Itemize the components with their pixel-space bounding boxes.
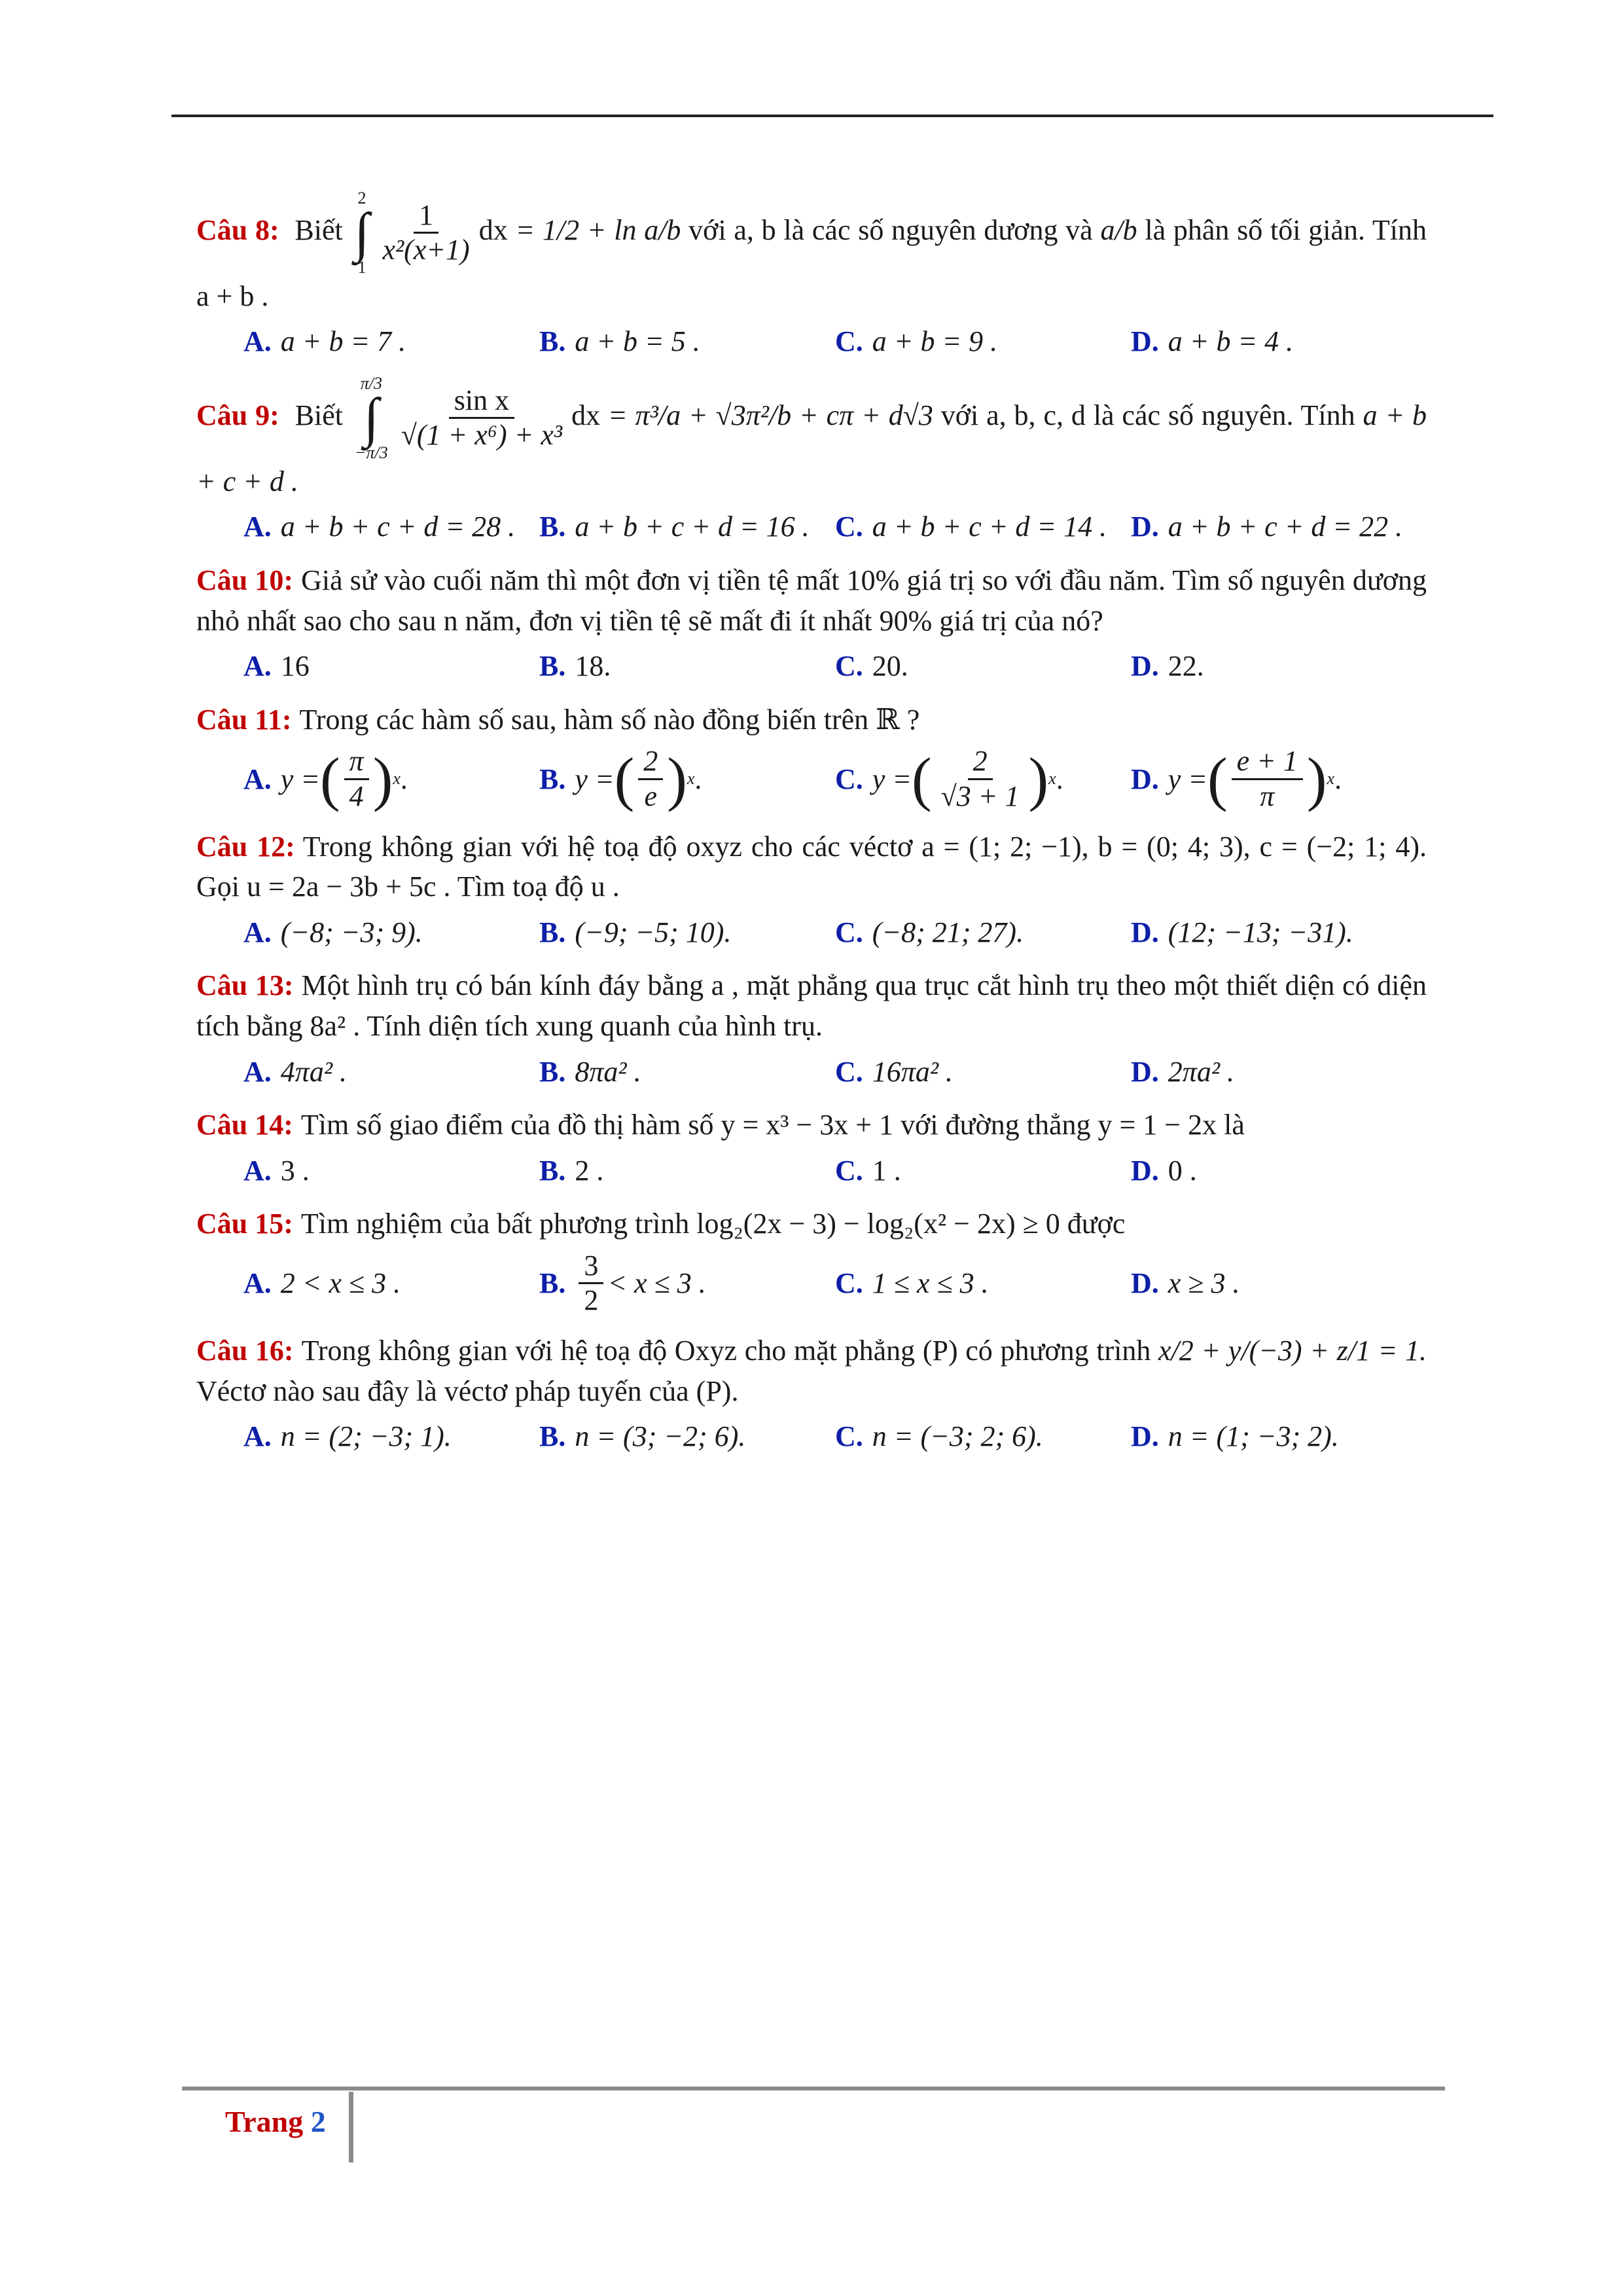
- option-b[interactable]: [539, 1151, 835, 1191]
- dx: dx: [571, 399, 601, 431]
- question-15: [196, 1204, 1427, 1318]
- options: [243, 507, 1427, 547]
- option-text: n = (3; −2; 6).: [575, 1420, 746, 1453]
- option-den: π: [1260, 780, 1275, 812]
- option-letter: B.: [539, 762, 566, 795]
- option-text: 2 < x ≤ 3 .: [280, 1267, 401, 1300]
- option-letter: D.: [1131, 1420, 1159, 1453]
- options: [243, 912, 1427, 953]
- option-letter: D.: [1131, 916, 1159, 948]
- option-c[interactable]: [835, 912, 1131, 953]
- question-8-label: Câu 8:: [196, 213, 279, 246]
- question-16: [196, 1331, 1427, 1457]
- integral-sign: π/3 ∫ −π/3: [354, 373, 388, 462]
- options: [243, 1249, 1427, 1318]
- question-8: [196, 190, 1427, 362]
- stem-text: với a, b, c, d là các số nguyên. Tính: [940, 399, 1355, 431]
- question-13-stem: [196, 965, 1427, 1046]
- option-c[interactable]: [835, 1416, 1131, 1457]
- question-16-stem: [196, 1331, 1427, 1411]
- options: [243, 1151, 1427, 1191]
- option-letter: D.: [1131, 650, 1159, 683]
- integral-upper: 2: [357, 188, 366, 207]
- option-c[interactable]: [835, 321, 1131, 362]
- option-den: √3 + 1: [940, 780, 1020, 812]
- option-text: n = (2; −3; 1).: [280, 1420, 452, 1453]
- option-letter: D.: [1131, 1267, 1159, 1300]
- integrand: [396, 384, 567, 452]
- option-text: x ≥ 3 .: [1168, 1267, 1240, 1300]
- stem-text: a + b + c + d .: [196, 399, 1427, 497]
- integrand-den: √(1 + x⁶) + x³: [401, 419, 563, 452]
- question-9-stem: [196, 375, 1427, 501]
- question-9-label: Câu 9:: [196, 399, 279, 431]
- question-8-stem: [196, 190, 1427, 316]
- option-letter: C.: [835, 762, 863, 795]
- integrand: [377, 199, 474, 267]
- option-text: 8πa² .: [575, 1055, 641, 1088]
- option-letter: C.: [835, 511, 863, 543]
- question-14: [196, 1105, 1427, 1191]
- option-letter: A.: [243, 1267, 272, 1300]
- footer-rule: [182, 2087, 1445, 2090]
- option-letter: C.: [835, 1420, 863, 1453]
- option-letter: D.: [1131, 1154, 1159, 1187]
- base-fraction: [936, 745, 1025, 813]
- integrand-num: 1: [414, 199, 438, 234]
- page-number: 2: [310, 2105, 326, 2138]
- option-letter: B.: [539, 650, 566, 683]
- stem-text: Tìm nghiệm của bất phương trình log₂(2x − 3) − log₂(x² − 2x) ≥ 0 được: [300, 1208, 1126, 1240]
- question-15-stem: [196, 1204, 1427, 1244]
- option-text: (12; −13; −31).: [1168, 916, 1353, 948]
- option-letter: A.: [243, 1420, 272, 1453]
- question-16-label: Câu 16:: [196, 1335, 294, 1367]
- stem-text: Một hình trụ có bán kính đáy bằng a , mặt phẳng qua trục cắt hình trụ theo một thiết diện có diện tích bằng 8a² . Tính diện tích xung quanh của hình trụ.: [196, 969, 1427, 1042]
- integral-lower: −π/3: [354, 442, 388, 462]
- question-12-stem: [196, 827, 1427, 907]
- question-11-label: Câu 11:: [196, 703, 292, 736]
- integrand-den: x²(x+1): [382, 234, 470, 266]
- stem-text: Biết: [294, 399, 344, 431]
- option-text: a + b = 7 .: [280, 325, 406, 358]
- option-text: a + b = 4 .: [1168, 325, 1294, 358]
- option-letter: C.: [835, 1154, 863, 1187]
- option-letter: C.: [835, 1267, 863, 1300]
- option-text: a + b + c + d = 16 .: [575, 511, 810, 543]
- plane-equation: x/2 + y/(−3) + z/1 = 1.: [1158, 1335, 1427, 1367]
- option-text: n = (−3; 2; 6).: [872, 1420, 1043, 1453]
- option-text: 20.: [872, 650, 908, 683]
- question-14-label: Câu 14:: [196, 1109, 293, 1141]
- option-letter: A.: [243, 916, 272, 948]
- stem-text: Giả sử vào cuối năm thì một đơn vị tiền tệ mất 10% giá trị so với đầu năm. Tìm số nguyên dương nhỏ nhất sao cho sau n năm, đơn vị tiền tệ sẽ mất đi ít nhất 90% giá trị của nó?: [196, 564, 1427, 637]
- option-letter: B.: [539, 1420, 566, 1453]
- option-text: a + b + c + d = 28 .: [280, 511, 516, 543]
- option-den: 2: [584, 1284, 599, 1317]
- stem-text: Tìm số giao điểm của đồ thị hàm số y = x³ − 3x + 1 với đường thẳng y = 1 − 2x là: [300, 1109, 1245, 1141]
- option-letter: B.: [539, 511, 566, 543]
- footer-label: Trang: [225, 2105, 304, 2138]
- option-b[interactable]: [539, 321, 835, 362]
- option-d[interactable]: [1131, 1249, 1427, 1318]
- stem-text: Trong các hàm số sau, hàm số nào đồng biến trên ℝ ?: [299, 703, 920, 736]
- question-10: [196, 560, 1427, 687]
- option-b[interactable]: [539, 1052, 835, 1092]
- option-letter: A.: [243, 1154, 272, 1187]
- question-11: [196, 700, 1427, 814]
- integral-sign: 2 ∫ 1: [354, 188, 370, 277]
- question-9: [196, 375, 1427, 547]
- footer-divider: [349, 2092, 353, 2162]
- option-text: 3 .: [280, 1154, 310, 1187]
- question-13: [196, 965, 1427, 1092]
- option-num: 3: [579, 1249, 603, 1285]
- option-a[interactable]: [243, 1052, 539, 1092]
- option-letter: B.: [539, 1154, 566, 1187]
- option-a[interactable]: [243, 912, 539, 953]
- question-14-stem: [196, 1105, 1427, 1145]
- option-a[interactable]: [243, 1416, 539, 1457]
- option-letter: A.: [243, 650, 272, 683]
- option-b[interactable]: [539, 646, 835, 687]
- question-12-label: Câu 12:: [196, 830, 295, 863]
- option-c[interactable]: [835, 1249, 1131, 1318]
- option-b[interactable]: [539, 1249, 835, 1318]
- stem-text: với a, b là các số nguyên dương và: [688, 213, 1093, 246]
- option-text: 1 ≤ x ≤ 3 .: [872, 1267, 989, 1300]
- option-letter: A.: [243, 1055, 272, 1088]
- stem-text: giản. Tính a + b .: [196, 213, 1427, 312]
- option-letter: B.: [539, 1267, 566, 1300]
- question-10-stem: [196, 560, 1427, 641]
- stem-text: Biết: [294, 213, 343, 246]
- option-text: 4πa² .: [280, 1055, 348, 1088]
- option-d[interactable]: [1131, 321, 1427, 362]
- question-12: [196, 827, 1427, 953]
- stem-text: là phân số tối: [1145, 213, 1301, 246]
- option-num: e + 1: [1232, 745, 1303, 780]
- option-d[interactable]: D. y = ( $\frac{e + 1}{\pi}$ ) x .: [1131, 745, 1342, 813]
- base-fraction: [344, 745, 369, 813]
- option-a[interactable]: [243, 1249, 539, 1318]
- option-letter: A.: [243, 762, 272, 795]
- option-text: 18.: [575, 650, 611, 683]
- options: [243, 1416, 1427, 1457]
- option-text: a + b = 5 .: [575, 325, 700, 358]
- option-letter: C.: [835, 916, 863, 948]
- option-a[interactable]: A. y = ( $\frac{\pi}{4}$ ) x .: [243, 745, 408, 813]
- option-text: 2 .: [575, 1154, 604, 1187]
- question-15-label: Câu 15:: [196, 1208, 293, 1240]
- option-letter: C.: [835, 325, 863, 358]
- option-c[interactable]: [835, 1151, 1131, 1191]
- option-letter: A.: [243, 325, 272, 358]
- option-text: (−8; 21; 27).: [872, 916, 1024, 948]
- header-rule: [171, 115, 1493, 117]
- question-list: [196, 190, 1427, 1457]
- stem-text: Trong không gian với hệ toạ độ Oxyz cho mặt phẳng (P) có phương trình: [301, 1335, 1151, 1367]
- option-den: e: [644, 780, 657, 812]
- option-text: a + b = 9 .: [872, 325, 998, 358]
- option-letter: A.: [243, 511, 272, 543]
- option-d[interactable]: [1131, 1052, 1427, 1092]
- fraction: [579, 1249, 603, 1318]
- question-13-label: Câu 13:: [196, 969, 294, 1002]
- integral-lower: 1: [357, 257, 366, 277]
- option-b[interactable]: [539, 912, 835, 953]
- option-num: π: [344, 745, 369, 780]
- option-letter: D.: [1131, 325, 1159, 358]
- option-text: a + b + c + d = 22 .: [1168, 511, 1403, 543]
- option-b[interactable]: B. y = ( $\frac{2}{e}$ ) x .: [539, 745, 702, 813]
- option-b[interactable]: [539, 1416, 835, 1457]
- option-c[interactable]: C. y = ( $\frac{2}{√3 + 1}$ ) x .: [835, 745, 1063, 813]
- base-fraction: [1232, 745, 1303, 813]
- option-text: 22.: [1168, 650, 1204, 683]
- rhs: = π³/a + √3π²/b + cπ + d√3: [608, 399, 933, 431]
- option-letter: C.: [835, 1055, 863, 1088]
- option-letter: B.: [539, 1055, 566, 1088]
- option-c[interactable]: [835, 646, 1131, 687]
- option-text: 0 .: [1168, 1154, 1197, 1187]
- option-d[interactable]: [1131, 507, 1427, 547]
- options: [243, 745, 1427, 813]
- options: [243, 646, 1427, 687]
- option-b[interactable]: [539, 507, 835, 547]
- option-text: a + b + c + d = 14 .: [872, 511, 1107, 543]
- stem-text: Véctơ nào sau đây là véctơ pháp tuyến của (P).: [196, 1374, 739, 1407]
- page-footer: [225, 2104, 326, 2139]
- question-11-stem: [196, 700, 1427, 740]
- option-letter: D.: [1131, 762, 1159, 795]
- option-a[interactable]: [243, 646, 539, 687]
- option-text: 16: [280, 650, 310, 683]
- option-a[interactable]: [243, 321, 539, 362]
- option-a[interactable]: [243, 507, 539, 547]
- dx: dx: [478, 213, 508, 246]
- rhs: = 1/2 + ln a/b: [515, 213, 681, 246]
- option-text: (−8; −3; 9).: [280, 916, 423, 948]
- option-text: n = (1; −3; 2).: [1168, 1420, 1339, 1453]
- option-letter: C.: [835, 650, 863, 683]
- option-text: 2πa² .: [1168, 1055, 1235, 1088]
- stem-text: Trong không gian với hệ toạ độ oxyz cho các véctơ a = (1; 2; −1), b = (0; 4; 3), c = (−2; 1; 4). Gọi u = 2a − 3b + 5c . Tìm toạ độ u .: [196, 830, 1427, 903]
- integrand-num: sin x: [449, 384, 514, 420]
- option-letter: B.: [539, 325, 566, 358]
- option-letter: B.: [539, 916, 566, 948]
- option-a[interactable]: [243, 1151, 539, 1191]
- option-text: (−9; −5; 10).: [575, 916, 732, 948]
- option-d[interactable]: [1131, 646, 1427, 687]
- option-num: 2: [968, 745, 993, 780]
- options: [243, 1052, 1427, 1092]
- option-c[interactable]: [835, 507, 1131, 547]
- option-text: 1 .: [872, 1154, 901, 1187]
- question-10-label: Câu 10:: [196, 564, 294, 596]
- base-fraction: [638, 745, 663, 813]
- options: [243, 321, 1427, 362]
- option-c[interactable]: [835, 1052, 1131, 1092]
- integral-upper: π/3: [360, 373, 382, 393]
- option-num: 2: [638, 745, 663, 780]
- fraction-ab: a/b: [1100, 213, 1137, 246]
- option-den: 4: [349, 780, 364, 812]
- option-letter: D.: [1131, 1055, 1159, 1088]
- option-text: 16πa² .: [872, 1055, 954, 1088]
- option-letter: D.: [1131, 511, 1159, 543]
- option-d[interactable]: [1131, 1416, 1427, 1457]
- option-text: < x ≤ 3 .: [607, 1267, 706, 1300]
- option-d[interactable]: [1131, 1151, 1427, 1191]
- option-d[interactable]: [1131, 912, 1427, 953]
